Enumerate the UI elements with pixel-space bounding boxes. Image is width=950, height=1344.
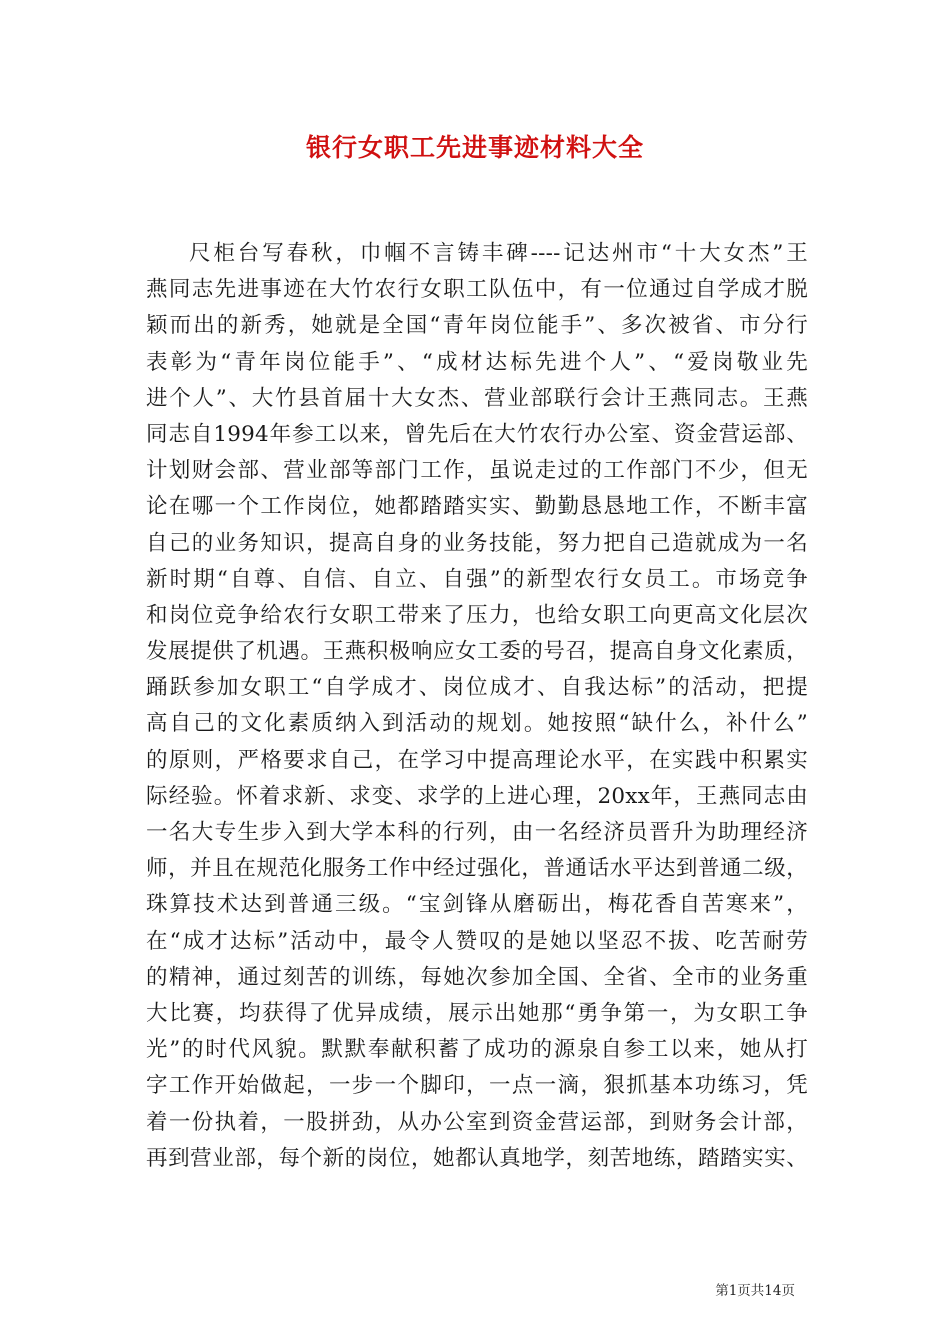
paragraph-line: 发展提供了机遇。王燕积极响应女工委的号召，提高自身文化素质， xyxy=(146,639,808,665)
paragraph-line: 和岗位竞争给农行女职工带来了压力，也给女职工向更高文化层次 xyxy=(146,602,808,628)
paragraph-line: 的精神，通过刻苦的训练，每她次参加全国、全省、全市的业务重 xyxy=(146,964,808,990)
document-body xyxy=(146,236,808,1177)
paragraph-line: 一名大专生步入到大学本科的行列，由一名经济员晋升为助理经济 xyxy=(146,820,808,845)
paragraph-line: 字工作开始做起，一步一个脚印，一点一滴，狠抓基本功练习，凭 xyxy=(146,1073,808,1099)
paragraph-line: 的原则，严格要求自己，在学习中提高理论水平，在实践中积累实 xyxy=(146,747,808,773)
paragraph-line: 颖而出的新秀，她就是全国“青年岗位能手”、多次被省、市分行 xyxy=(146,313,808,339)
paragraph-line: 同志自1994年参工以来，曾先后在大竹农行办公室、资金营运部、 xyxy=(146,421,808,447)
paragraph-line: 珠算技术达到普通三级。“宝剑锋从磨砺出，梅花香自苦寒来”， xyxy=(146,892,808,918)
paragraph-line: 高自己的文化素质纳入到活动的规划。她按照“缺什么，补什么” xyxy=(146,711,808,737)
page-number: 第1页共14页 xyxy=(715,1283,795,1299)
document-title: 银行女职工先进事迹材料大全 xyxy=(305,133,644,162)
paragraph-line: 再到营业部，每个新的岗位，她都认真地学，刻苦地练，踏踏实实、 xyxy=(146,1145,808,1171)
paragraph-line: 光”的时代风貌。默默奉献积蓄了成功的源泉自参工以来，她从打 xyxy=(146,1037,808,1063)
paragraph-line: 计划财会部、营业部等部门工作，虽说走过的工作部门不少，但无 xyxy=(146,458,808,484)
paragraph-line: 在“成才达标”活动中，最令人赞叹的是她以坚忍不拔、吃苦耐劳 xyxy=(146,928,808,954)
paragraph-line: 尺柜台写春秋，巾帼不言铸丰碑----记达州市“十大女杰”王 xyxy=(189,241,808,266)
paragraph-line: 自己的业务知识，提高自身的业务技能，努力把自己造就成为一名 xyxy=(146,530,808,556)
paragraph-line: 论在哪一个工作岗位，她都踏踏实实、勤勤恳恳地工作，不断丰富 xyxy=(146,494,808,520)
paragraph-line: 师，并且在规范化服务工作中经过强化，普通话水平达到普通二级， xyxy=(146,856,808,882)
paragraph-line: 表彰为“青年岗位能手”、“成材达标先进个人”、“爱岗敬业先 xyxy=(146,349,808,375)
paragraph-line: 际经验。怀着求新、求变、求学的上进心理，20xx年，王燕同志由 xyxy=(146,783,808,809)
paragraph-line: 大比赛，均获得了优异成绩，展示出她那“勇争第一，为女职工争 xyxy=(146,1000,808,1026)
paragraph-line: 进个人”、大竹县首届十大女杰、营业部联行会计王燕同志。王燕 xyxy=(146,385,808,411)
paragraph-line: 着一份执着，一股拼劲，从办公室到资金营运部，到财务会计部， xyxy=(146,1109,808,1135)
paragraph-line: 新时期“自尊、自信、自立、自强”的新型农行女员工。市场竞争 xyxy=(146,566,808,592)
paragraph-line: 踊跃参加女职工“自学成才、岗位成才、自我达标”的活动，把提 xyxy=(146,675,808,701)
paragraph-line: 燕同志先进事迹在大竹农行女职工队伍中，有一位通过自学成才脱 xyxy=(146,277,808,303)
